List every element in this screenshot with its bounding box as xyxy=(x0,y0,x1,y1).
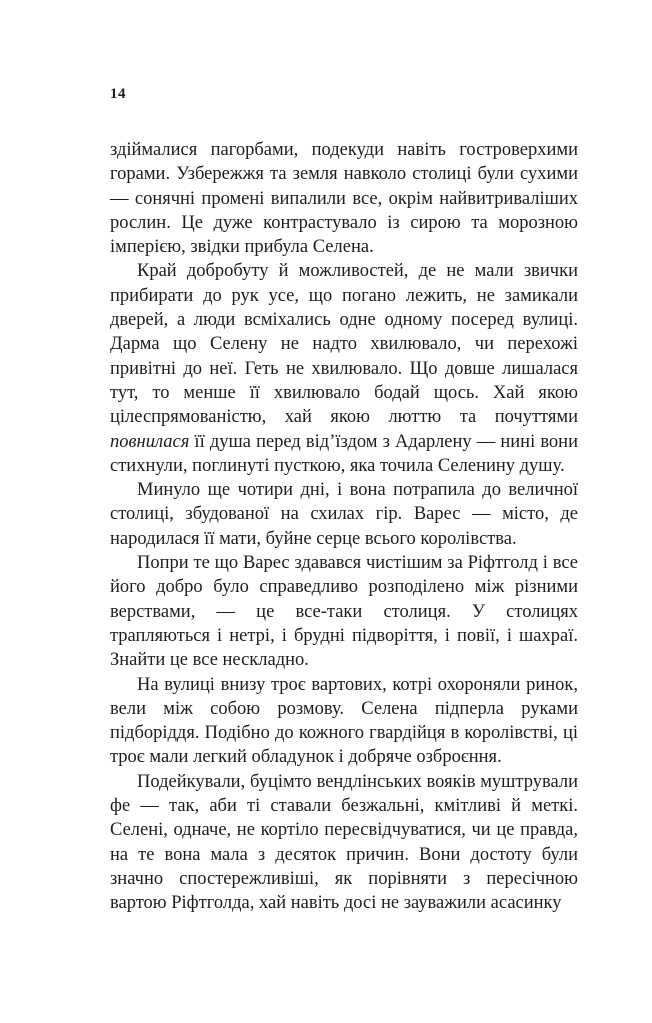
text-segment: Минуло ще чотири дні, і вона потрапила до величної столиці, збудованої на схилах гір. Варес — місто, де народилася її мати, буйне серце всього королівства. xyxy=(110,480,578,549)
text-segment: Подейкували, буцімто вендлінських вояків муштрували фе — так, аби ті ставали безжальні, кмітливі й меткі. Селені, одначе, не кортіло пересвідчуватися, чи це правда, на те вона мала з десяток причин. Вони достоту були значно спостережливіші, як порівняти з пересічною вартою Ріфтголда, хай навіть досі не зауважили асасинку xyxy=(110,771,578,914)
paragraph xyxy=(110,138,578,259)
paragraph xyxy=(110,673,578,770)
text-segment: здіймалися пагорбами, подекуди навіть гостроверхими горами. Узбережжя та земля навколо столиці були сухими — сонячні промені випалили все, окрім найвитриваліших рослин. Це дуже контрастувало із сирою та морозною імперією, звідки прибула Селена. xyxy=(110,140,578,258)
text-segment: Край добробуту й можливостей, де не мали звички прибирати до рук усе, що погано лежить, не замикали дверей, а люди всміхались одне одному посеред вулиці. Дарма що Селену не надто хвилювало, чи перехожі привітні до неї. Геть не хвилювало. Що довше лишалася тут, то менше її хвилювало бодай щось. Хай якою цілеспрямованістю, хай якою люттю та почуттями xyxy=(110,261,578,428)
emphasis-text: повнилася xyxy=(110,431,190,452)
body-text xyxy=(110,138,578,916)
page-number: 14 xyxy=(110,86,126,102)
paragraph xyxy=(110,770,578,916)
paragraph xyxy=(110,551,578,672)
paragraph xyxy=(110,259,578,478)
text-segment: Попри те що Варес здавався чистішим за Ріфтголд і все його добро було справедливо розподілено між різними верствами, — це все-таки столиця. У столицях трапляються і нетрі, і брудні підворіття, і повії, і шахраї. Знайти це все нескладно. xyxy=(110,553,578,671)
text-segment: її душа перед від’їздом з Адарлену — нині вони стихнули, поглинуті пусткою, яка точила Селенину душу. xyxy=(110,431,578,476)
text-segment: На вулиці внизу троє вартових, котрі охороняли ринок, вели між собою розмову. Селена підперла руками підборіддя. Подібно до кожного гвардійця в королівстві, ці троє мали легкий обладунок і добряче озброєння. xyxy=(110,674,578,768)
paragraph xyxy=(110,478,578,551)
